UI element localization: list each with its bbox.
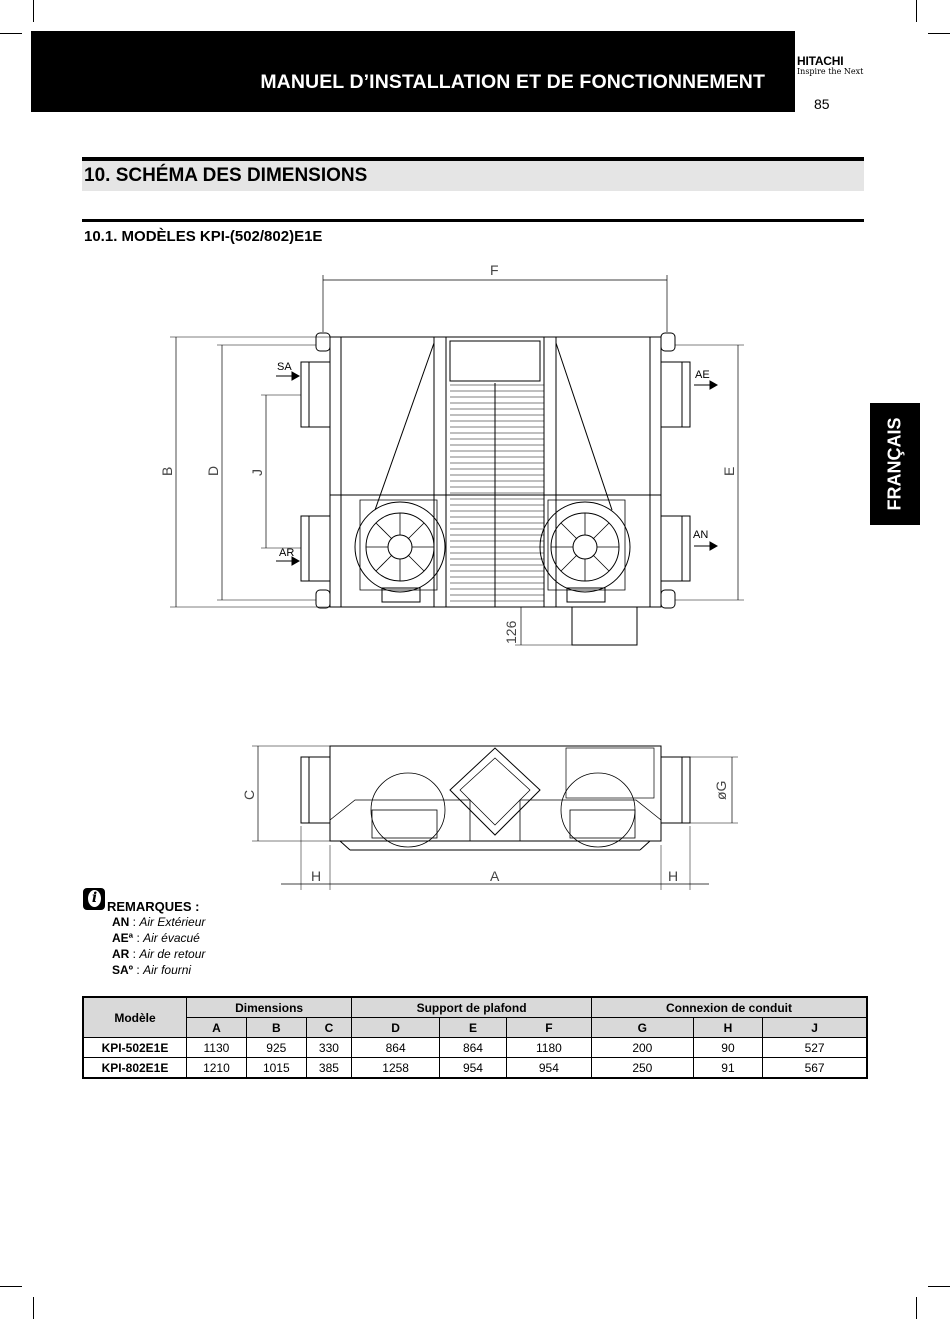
group-header: Connexion de conduit xyxy=(591,997,867,1018)
info-icon: i xyxy=(83,888,105,910)
language-label: FRANÇAIS xyxy=(884,417,905,511)
value-cell: 1015 xyxy=(246,1058,306,1079)
value-cell: 1180 xyxy=(506,1038,591,1058)
brand-tagline: Inspire the Next xyxy=(797,67,864,76)
brand-name: HITACHI xyxy=(797,54,844,68)
value-cell: 954 xyxy=(506,1058,591,1079)
flow-label-ae: AE xyxy=(695,369,710,381)
value-cell: 567 xyxy=(763,1058,867,1079)
value-cell: 90 xyxy=(693,1038,762,1058)
group-header: Support de plafond xyxy=(352,997,592,1018)
remark-item: AR : Air de retour xyxy=(112,947,206,961)
value-cell: 330 xyxy=(306,1038,351,1058)
page-number: 85 xyxy=(814,96,830,112)
value-cell: 864 xyxy=(352,1038,440,1058)
model-cell: KPI-802E1E xyxy=(83,1058,187,1079)
value-cell: 1258 xyxy=(352,1058,440,1079)
column-header: C xyxy=(306,1018,351,1038)
value-cell: 385 xyxy=(306,1058,351,1079)
value-cell: 1130 xyxy=(187,1038,247,1058)
dim-label-a: A xyxy=(490,868,500,884)
subsection-title: 10.1. MODÈLES KPI-(502/802)E1E xyxy=(84,228,323,245)
dim-label-h-right: H xyxy=(668,868,679,884)
remark-item: SAº : Air fourni xyxy=(112,963,192,977)
value-cell: 925 xyxy=(246,1038,306,1058)
dim-label-f: F xyxy=(490,262,499,278)
table-row xyxy=(83,1038,867,1058)
column-header: D xyxy=(352,1018,440,1038)
value-cell: 527 xyxy=(763,1038,867,1058)
model-cell: KPI-502E1E xyxy=(83,1038,187,1058)
dim-label-b: B xyxy=(159,466,175,476)
flow-label-sa: SA xyxy=(277,361,292,373)
remarks-title: REMARQUES : xyxy=(107,899,200,914)
column-header: F xyxy=(506,1018,591,1038)
dimensions-table xyxy=(82,996,868,1079)
column-header: A xyxy=(187,1018,247,1038)
flow-label-ar: AR xyxy=(279,547,295,559)
value-cell: 200 xyxy=(591,1038,693,1058)
model-header: Modèle xyxy=(83,997,187,1038)
value-cell: 864 xyxy=(440,1038,507,1058)
dim-label-e: E xyxy=(721,466,737,476)
remark-item: AEª : Air évacué xyxy=(112,931,200,945)
column-header: G xyxy=(591,1018,693,1038)
table-row xyxy=(83,1058,867,1079)
group-header: Dimensions xyxy=(187,997,352,1018)
column-header: H xyxy=(693,1018,762,1038)
dim-label-126: 126 xyxy=(503,620,519,644)
remark-item: AN : Air Extérieur xyxy=(112,915,206,929)
dim-label-g: øG xyxy=(713,780,729,800)
dim-label-j: J xyxy=(249,469,265,476)
column-header: B xyxy=(246,1018,306,1038)
section-title: 10. SCHÉMA DES DIMENSIONS xyxy=(84,165,368,186)
value-cell: 250 xyxy=(591,1058,693,1079)
dim-label-d: D xyxy=(205,465,221,476)
header-title: MANUEL D’INSTALLATION ET DE FONCTIONNEMENT xyxy=(260,71,765,93)
value-cell: 1210 xyxy=(187,1058,247,1079)
column-header: J xyxy=(763,1018,867,1038)
column-header: E xyxy=(440,1018,507,1038)
value-cell: 91 xyxy=(693,1058,762,1079)
dim-label-h-left: H xyxy=(311,868,322,884)
dim-label-c: C xyxy=(241,789,257,800)
flow-label-an: AN xyxy=(693,529,709,541)
value-cell: 954 xyxy=(440,1058,507,1079)
